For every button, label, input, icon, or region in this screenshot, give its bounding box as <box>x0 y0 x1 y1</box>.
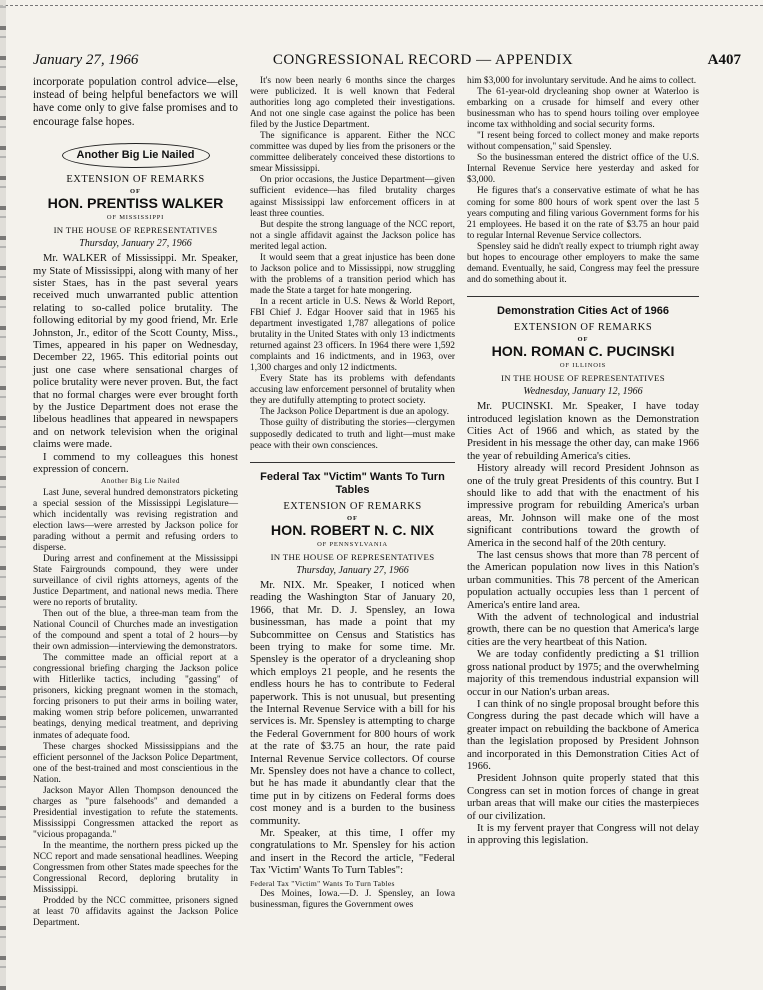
paragraph: In the meantime, the northern press picked up the NCC report and made sensational headlines. Weeping Congressmen from other States made speeches for the Congressional Record, deploring brutality in Mississippi. <box>33 841 238 896</box>
paragraph: Mr. Speaker, at this time, I offer my congratulations to Mr. Spensley for his action and insert in the Record the article, "Federal Tax 'Victim' Wants To Turn Tables": <box>250 828 455 877</box>
paragraph: The 61-year-old drycleaning shop owner at Waterloo is embarking on a crusade for himself and every other businessman who has to spend hours toiling over employee income tax withholding and social security forms. <box>467 87 699 131</box>
paragraph: It is my fervent prayer that Congress will not delay in approving this legislation. <box>467 822 699 847</box>
article-title-demonstration-cities: Demonstration Cities Act of 1966 <box>497 304 669 317</box>
binding-edge <box>0 0 6 990</box>
paragraph: During arrest and confinement at the Mississippi State Fairgrounds compound, they were under surveillance of civil rights attorneys, agents of the Justice Department, and national news media. There were no reports of brutality. <box>33 553 238 608</box>
inserted-article-head: Another Big Lie Nailed <box>100 477 181 486</box>
paragraph: On prior occasions, the Justice Department—given sufficient evidence—has filed brutality charges against Mississippi law enforcement officers in at least three counties. <box>250 175 455 219</box>
paragraph: With the advent of technological and industrial growth, there can be no question that America's large cities are the very heartbeat of this Nation. <box>467 612 699 648</box>
page-header <box>33 52 741 72</box>
inserted-article-head: Federal Tax "Victim" Wants To Turn Tables <box>250 878 395 888</box>
extension-of-remarks: EXTENSION OF REMARKS <box>283 500 422 512</box>
member-state: OF ILLINOIS <box>559 362 607 370</box>
member-state: OF MISSISSIPPI <box>106 214 165 221</box>
paragraph: Mr. WALKER of Mississippi. Mr. Speaker, my State of Mississippi, along with many of her sister Staes, has in the past several years received much unwarranted public attention relating to so-called police brutality. The following editorial by my good friend, Mr. Erle Johnston, Jr., editor of the Scott County, Miss., Times, appeared in his paper on Wednesday, December 22, 1965. This editorial points out just one case where sensational charges of police brutality were never proven. But, the fact that no formal charges were ever brought forth by the Justice Department does not erase the libelous headlines that appeared in newspapers and on network television when the original claims were made. <box>33 253 238 451</box>
extension-of-remarks: EXTENSION OF REMARKS <box>513 321 653 333</box>
date-line: Thursday, January 27, 1966 <box>79 238 192 250</box>
house-line: IN THE HOUSE OF REPRESENTATIVES <box>53 225 218 236</box>
paragraph: Spensley said he didn't really expect to triumph right away but hopes to encourage other employers to make the same demand. Eventually, he said, Congress may feel the pressure and do something about it. <box>467 241 699 285</box>
date-line: Wednesday, January 12, 1966 <box>523 386 643 398</box>
article-title-federal-tax-victim: Federal Tax "Victim" Wants To Turn Tables <box>260 470 445 496</box>
house-line: IN THE HOUSE OF REPRESENTATIVES <box>501 373 665 384</box>
member-name: HON. ROMAN C. PUCINSKI <box>491 343 675 360</box>
header-date: January 27, 1966 <box>33 52 139 68</box>
header-title: CONGRESSIONAL RECORD — APPENDIX <box>272 52 574 68</box>
member-name: HON. PRENTISS WALKER <box>47 195 224 212</box>
paragraph: In a recent article in U.S. News & World Report, FBI Chief J. Edgar Hoover said that in 1965 his department investigated 1,787 allegations of police brutality in the United States with only 13 indictments returned against 23 officers. In 1964 there were 1,592 complaints and 16 indictments, and in 1963, over 1,300 charges and only 12 indictments. <box>250 296 455 374</box>
date-line: Thursday, January 27, 1966 <box>296 564 409 576</box>
extension-of-remarks: EXTENSION OF REMARKS <box>66 173 205 185</box>
paragraph: Those guilty of distributing the stories—clergymen supposedly dedicated to truth and light—must make peace with their own consciences. <box>250 418 455 451</box>
paragraph: It's now been nearly 6 months since the charges were publicized. It is well known that Federal authorities long ago completed their investigations. And not one single case against the police has been filed by the Justice Department. <box>250 76 455 131</box>
paragraph: We are today confidently predicting a $1 trillion gross national product by 1975; and the overwhelming majority of this tremendous industrial expansion will occur in our Nation's urban areas. <box>467 649 699 698</box>
paragraph: Des Moines, Iowa.—D. J. Spensley, an Iowa businessman, figures the Government owes <box>250 888 455 910</box>
paragraph: I can think of no single proposal brought before this Congress during the past decade which will have a greater impact on rebuilding the backbone of America than the legislation proposed by President Johnson and incorporated in this Demonstration Cities Act of 1966. <box>467 698 699 772</box>
paragraph: It would seem that a great injustice has been done to Jackson police and to Mississippi, now struggling with the problems of a transition period which has made the State a target for hate mongering. <box>250 252 455 296</box>
of-label: OF <box>346 514 359 522</box>
section-divider <box>250 462 455 463</box>
paragraph: The committee made an official report at a congressional briefing charging the Jackson police with Hitlerlike tactics, including "gassing" of prisoners, kicking pregnant women in the stomach, forcing prisoners to put their arms in boiling water, making women strip before policemen, unwarranted beatings, denying medical treatment, and depriving inmates of adequate food. <box>33 653 238 741</box>
paragraph: The significance is apparent. Either the NCC committee was duped by lies from the prisoners or the committee deliberately conceived these distortions to smear Mississippi. <box>250 131 455 175</box>
of-label: OF <box>129 187 142 195</box>
column-1 <box>33 76 238 929</box>
paragraph: These charges shocked Mississippians and the efficient personnel of the Jackson Police Department, one of the best-trained and most conscientious in the Nation. <box>33 741 238 785</box>
paragraph: Every State has its problems with defendants accusing law enforcement personnel of brutality when they are dutifully attempting to protect society. <box>250 374 455 407</box>
paragraph: But despite the strong language of the NCC report, not a single affidavit against the Jackson police has merited legal action. <box>250 219 455 252</box>
paragraph: Last June, several hundred demonstrators picketing a special session of the Mississippi Legislature—which incidentally was revising registration and election laws—were arrested by Jackson police for parading without a permit and refusing orders to disperse. <box>33 487 238 553</box>
paragraph: He figures that's a conservative estimate of what he has coming for some 800 hours of work spent over the last 5 years computing and filing various Government forms for his 21 employees. He based it on the rate of $3.75 an hour paid to regular Internal Revenue Service collectors. <box>467 186 699 241</box>
paragraph: So the businessman entered the district office of the U.S. Internal Revenue Service here yesterday and asked for $3,000. <box>467 153 699 186</box>
column-2 <box>250 76 455 911</box>
paragraph: I commend to my colleagues this honest expression of concern. <box>33 451 238 476</box>
paragraph: Prodded by the NCC committee, prisoners signed at least 70 affidavits against the Jackson Police Department. <box>33 896 238 929</box>
section-divider <box>467 296 699 297</box>
paragraph: Mr. NIX. Mr. Speaker, I noticed when reading the Washington Star of January 20, 1966, that Mr. D. J. Spensley, an Iowa businessman, has made a point that my Subcommittee on Census and Statistics has been trying to make for some time. Mr. Spensley is the operator of a drycleaning shop which employs 21 people, and he resents the endless hours he has to contribute to Federal paperwork. This is not unusual, but presenting the Internal Revenue Service with a bill for his services is. Mr. Spensley is attempting to charge the Federal Government for 800 hours of work at the rate of $3.75 an hour, the rate paid Internal Revenue Service collectors. Of course Mr. Spensley does not have a chance to collect, but he has made it abundantly clear that the time put in by citizens on Federal forms does cost money and is a burden to the business community. <box>250 579 455 827</box>
member-name: HON. ROBERT N. C. NIX <box>270 522 435 539</box>
paragraph: The last census shows that more than 78 percent of the American population now lives in this Nation's urban communities. This 78 percent of the American population actually occupies less than 1 percent of America's entire land area. <box>467 550 699 611</box>
paragraph: him $3,000 for involuntary servitude. And he aims to collect. <box>467 76 697 86</box>
column-3 <box>467 76 699 848</box>
article-title-another-big-lie: Another Big Lie Nailed <box>62 143 210 168</box>
paragraph: Mr. PUCINSKI. Mr. Speaker, I have today introduced legislation known as the Demonstration Cities Act of 1966 and which, as stated by the President in his message the other day, can make 1966 the year of rebuilding America's cities. <box>467 401 699 462</box>
paragraph: President Johnson quite properly stated that this Congress can set in motion forces of change in great urban areas that will make our cities the masterpieces of our civilization. <box>467 773 699 822</box>
paragraph: Jackson Mayor Allen Thompson denounced the charges as "pure falsehoods" and demanded a Presidential investigation to refute the statements. Mississippi Congressmen attacked the report as "vicious propaganda." <box>33 785 238 840</box>
paragraph: "I resent being forced to collect money and make reports without compensation," said Spensley. <box>467 131 699 153</box>
col1-lead: incorporate population control advice—else, instead of being helpful benefactors we will have come only to give false promises and to encourage false hopes. <box>33 76 238 128</box>
paragraph: History already will record President Johnson as one of the truly great Presidents of this country. But I should like to add that with the enactment of his impressive program for rebuilding America's urban areas, Mr. Johnson will make one of the most significant contributions toward the growth of America in the second half of the 20th century. <box>467 463 699 549</box>
member-state: OF PENNSYLVANIA <box>317 540 388 548</box>
house-line: IN THE HOUSE OF REPRESENTATIVES <box>270 551 435 562</box>
paragraph: The Jackson Police Department is due an apology. <box>260 407 449 418</box>
top-edge-rule <box>0 5 763 6</box>
paragraph: Then out of the blue, a three-man team from the National Council of Churches made an investigation of the compound and spent a total of 2 hours—by their own admission—interviewing the demonstrators. <box>33 609 238 653</box>
header-page-number: A407 <box>707 52 741 68</box>
of-label: OF <box>577 335 589 343</box>
